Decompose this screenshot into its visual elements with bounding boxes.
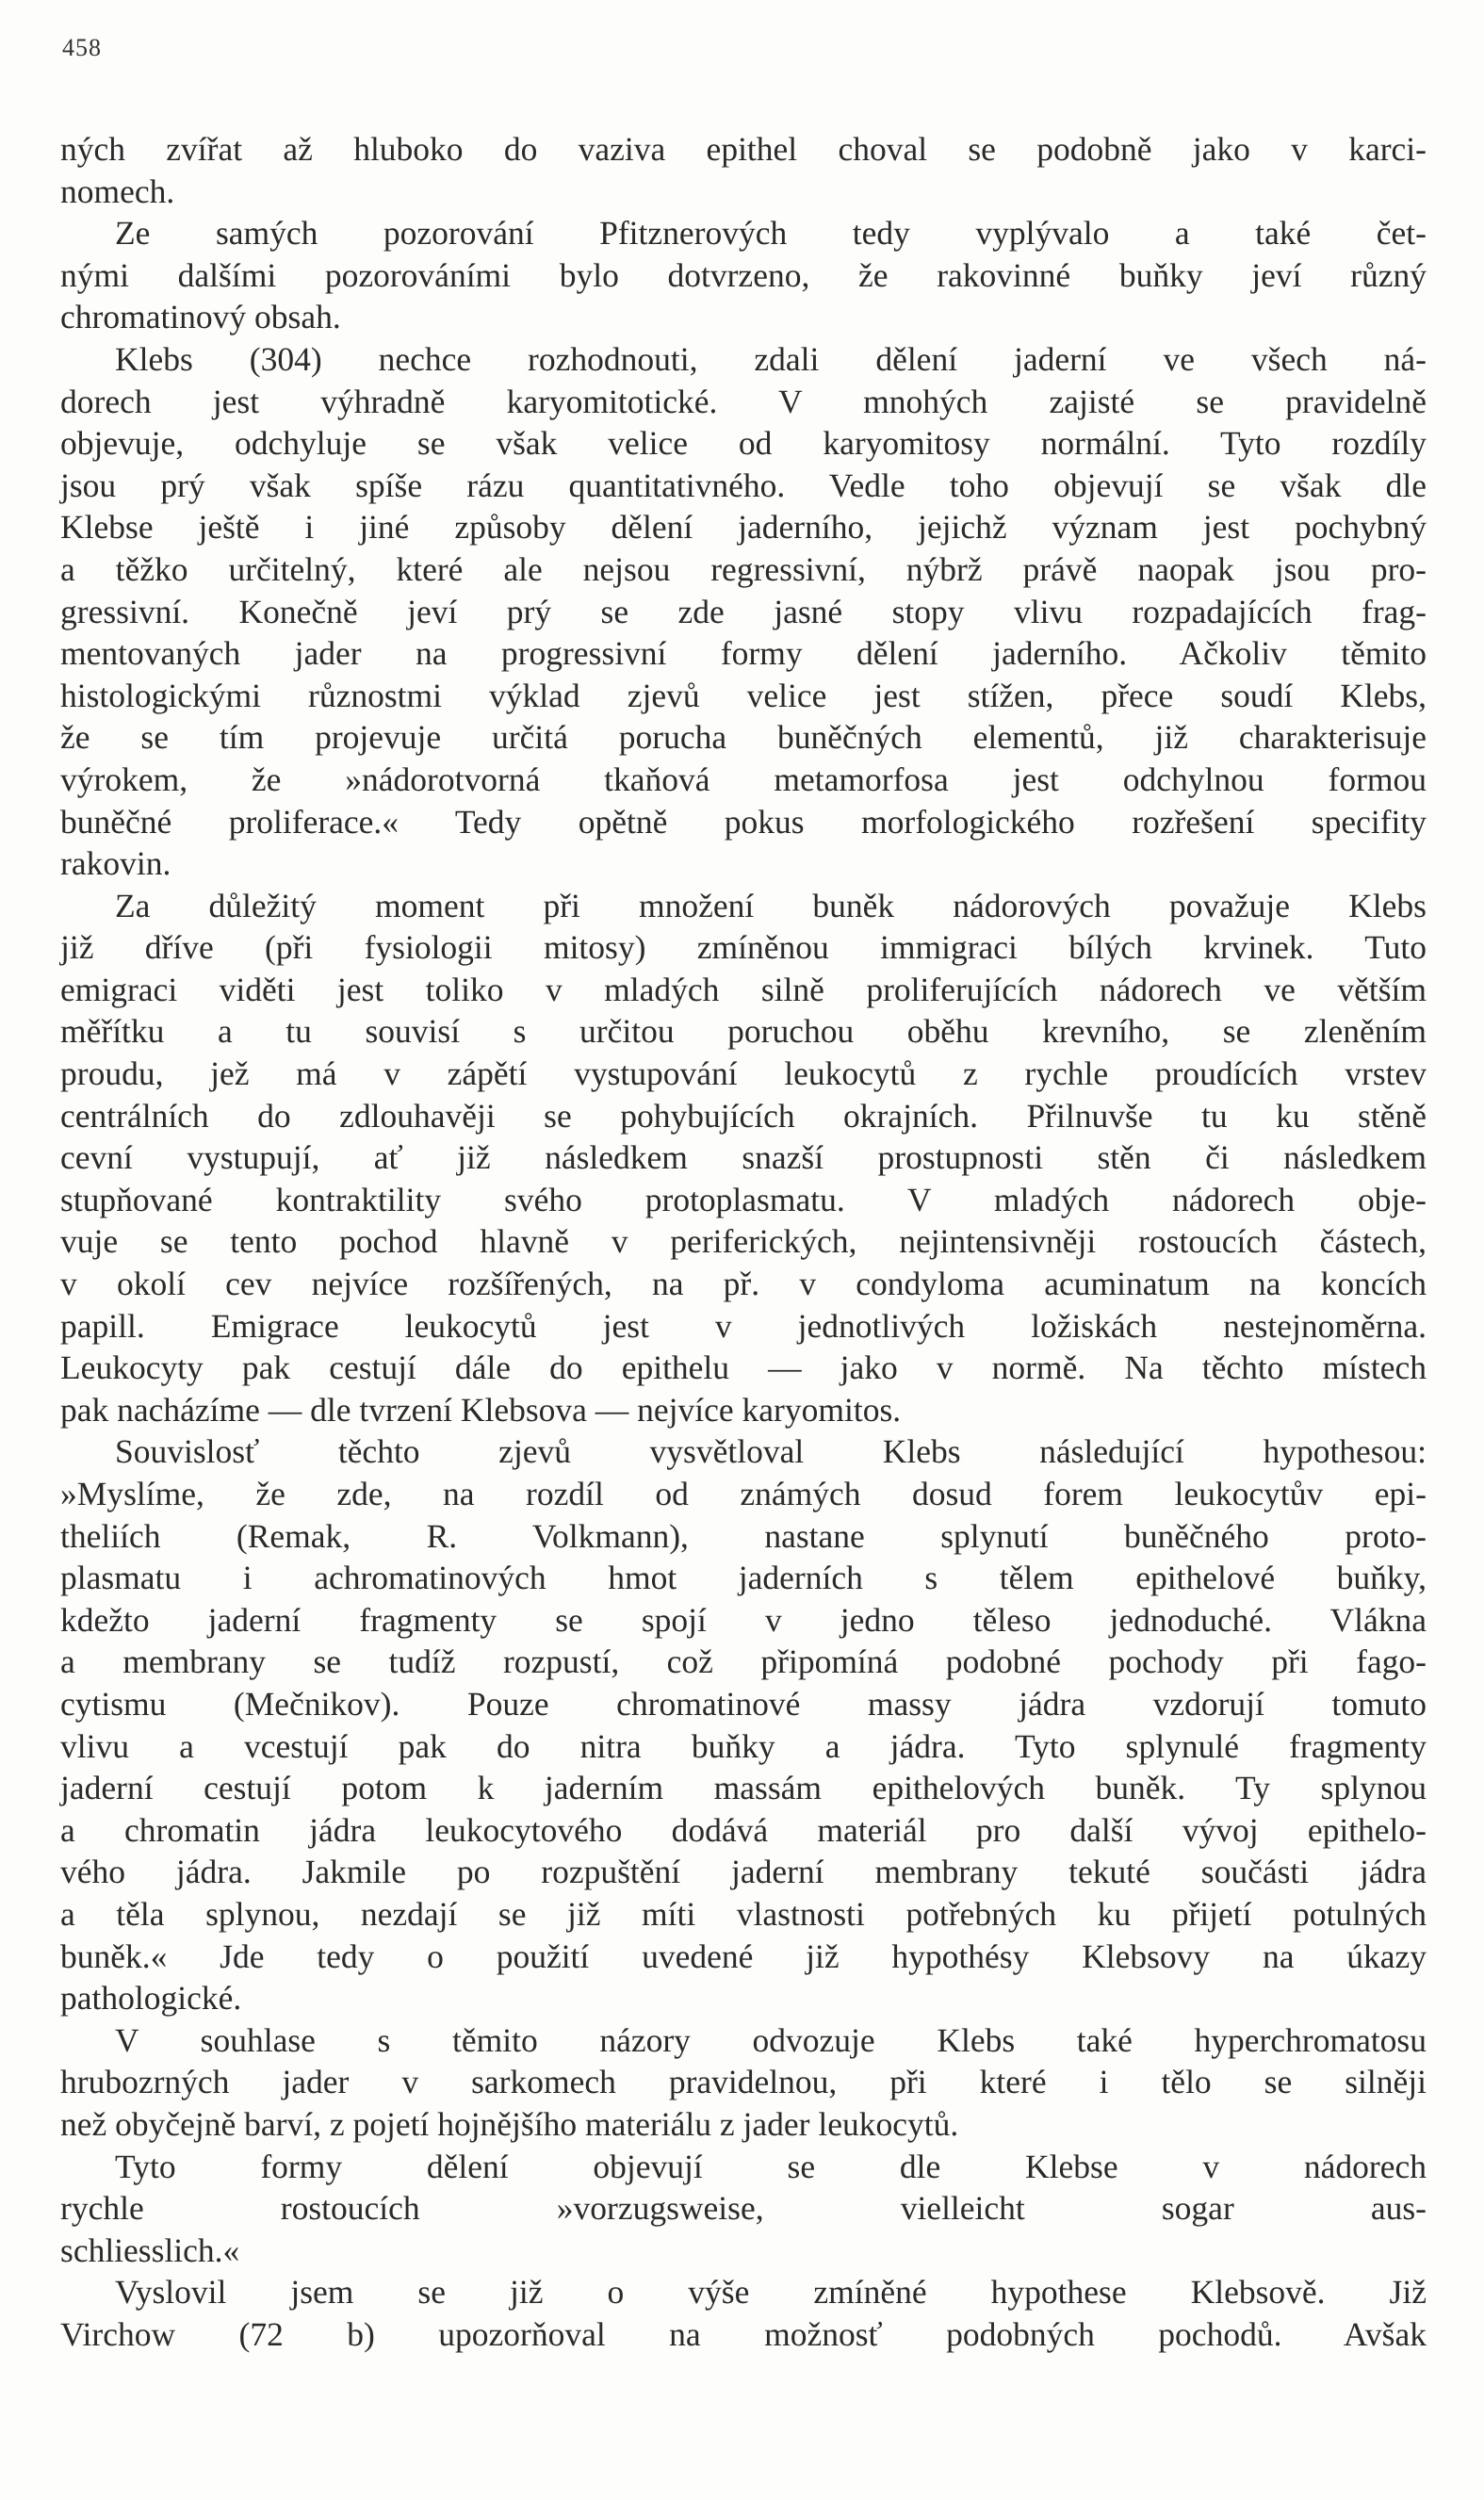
- text-line: nými dalšími pozorováními bylo dotvrzeno, že rakovinné buňky jeví různý: [60, 255, 1427, 294]
- text-line: v okolí cev nejvíce rozšířených, na př. v condyloma acuminatum na koncích: [60, 1265, 1427, 1303]
- text-line: Klebs (304) nechce rozhodnouti, zdali dělení jaderní ve všech ná-: [115, 339, 1427, 378]
- body-text: [60, 128, 1427, 2355]
- text-line: cevní vystupují, ať již následkem snazší prostupnosti stěn či následkem: [60, 1138, 1427, 1177]
- text-line: Klebse ještě i jiné způsoby dělení jaderního, jejichž význam jest pochybný: [60, 508, 1427, 547]
- text-line: Leukocyty pak cestují dále do epithelu — jako v normě. Na těchto místech: [60, 1348, 1427, 1387]
- text-line: Souvislosť těchto zjevů vysvětloval Klebs následující hypothesou:: [115, 1432, 1427, 1471]
- text-line: Za důležitý moment při množení buněk nádorových považuje Klebs: [115, 886, 1427, 924]
- text-line: objevuje, odchyluje se však velice od karyomitosy normální. Tyto rozdíly: [60, 424, 1427, 463]
- text-line: dorech jest výhradně karyomitotické. V mnohých zajisté se pravidelně: [60, 382, 1427, 420]
- text-line: nomech.: [60, 172, 175, 210]
- text-line: pak nacházíme — dle tvrzení Klebsova — nejvíce karyomitos.: [60, 1390, 902, 1429]
- text-line: histologickými různostmi výklad zjevů velice jest stížen, přece soudí Klebs,: [60, 676, 1427, 714]
- text-line: centrálních do zdlouhavěji se pohybujících okrajních. Přilnuvše tu ku stěně: [60, 1096, 1427, 1135]
- text-line: vuje se tento pochod hlavně v periferických, nejintensivněji rostoucích částech,: [60, 1222, 1427, 1261]
- text-line: hrubozrných jader v sarkomech pravidelnou, při které i tělo se silněji: [60, 2063, 1427, 2101]
- text-line: buněčné proliferace.« Tedy opětně pokus morfologického rozřešení specifity: [60, 802, 1427, 841]
- text-line: než obyčejně barví, z pojetí hojnějšího materiálu z jader leukocytů.: [60, 2104, 959, 2143]
- text-line: Ze samých pozorování Pfitznerových tedy vyplývalo a také čet-: [115, 214, 1427, 253]
- text-line: chromatinový obsah.: [60, 298, 341, 336]
- text-line: »Myslíme, že zde, na rozdíl od známých dosud forem leukocytův epi-: [60, 1475, 1427, 1512]
- text-line: a membrany se tudíž rozpustí, což připomíná podobné pochody při fago-: [60, 1642, 1427, 1681]
- text-line: emigraci viděti jest toliko v mladých silně proliferujících nádorech ve větším: [60, 970, 1427, 1008]
- page-number: 458: [62, 34, 102, 61]
- text-line: Vyslovil jsem se již o výše zmíněné hypothese Klebsově. Již: [115, 2273, 1427, 2312]
- text-line: jsou prý však spíše rázu quantitativného. Vedle toho objevují se však dle: [60, 466, 1427, 504]
- text-line: pathologické.: [60, 1979, 242, 2018]
- text-line: a těžko určitelný, které ale nejsou regressivní, nýbrž právě naopak jsou pro-: [60, 549, 1427, 588]
- text-line: rakovin.: [60, 844, 171, 883]
- text-line: buněk.« Jde tedy o použití uvedené již hypothésy Klebsovy na úkazy: [60, 1936, 1427, 1975]
- text-line: stupňované kontraktility svého protoplasmatu. V mladých nádorech obje-: [60, 1180, 1427, 1218]
- text-line: a těla splynou, nezdají se již míti vlastnosti potřebných ku přijetí potulných: [60, 1894, 1427, 1933]
- text-line: vlivu a vcestují pak do nitra buňky a jádra. Tyto splynulé fragmenty: [60, 1726, 1427, 1765]
- text-line: vého jádra. Jakmile po rozpuštění jaderní membrany tekuté součásti jádra: [60, 1853, 1427, 1891]
- text-line: Virchow (72 b) upozorňoval na možnosť podobných pochodů. Avšak: [60, 2314, 1427, 2353]
- text-line: a chromatin jádra leukocytového dodává materiál pro další vývoj epithelo-: [60, 1810, 1427, 1849]
- text-line: jaderní cestují potom k jaderním massám epithelových buněk. Ty splynou: [60, 1769, 1427, 1807]
- text-line: mentovaných jader na progressivní formy dělení jaderního. Ačkoliv těmito: [60, 634, 1427, 673]
- text-line: kdežto jaderní fragmenty se spojí v jedno těleso jednoduché. Vlákna: [60, 1600, 1427, 1639]
- text-line: papill. Emigrace leukocytů jest v jednotlivých ložiskách nestejnoměrna.: [60, 1306, 1427, 1345]
- text-line: theliích (Remak, R. Volkmann), nastane splynutí buněčného proto-: [60, 1516, 1427, 1555]
- text-line: rychle rostoucích »vorzugsweise, vielleicht sogar aus-: [60, 2189, 1427, 2228]
- text-line: že se tím projevuje určitá porucha buněčných elementů, již charakterisuje: [60, 718, 1427, 757]
- text-line: ných zvířat až hluboko do vaziva epithel choval se podobně jako v karci-: [60, 130, 1427, 168]
- text-line: výrokem, že »nádorotvorná tkaňová metamorfosa jest odchylnou formou: [60, 760, 1427, 798]
- text-line: gressivní. Konečně jeví prý se zde jasné stopy vlivu rozpadajících frag-: [60, 592, 1427, 630]
- text-line: Tyto formy dělení objevují se dle Klebse v nádorech: [115, 2147, 1427, 2185]
- text-line: cytismu (Mečnikov). Pouze chromatinové massy jádra vzdorují tomuto: [60, 1684, 1427, 1723]
- text-line: již dříve (při fysiologii mitosy) zmíněnou immigraci bílých krvinek. Tuto: [60, 928, 1427, 967]
- text-line: schliesslich.«: [60, 2230, 240, 2269]
- text-line: proudu, jež má v zápětí vystupování leukocytů z rychle proudících vrstev: [60, 1054, 1427, 1093]
- text-line: plasmatu i achromatinových hmot jaderních s tělem epithelové buňky,: [60, 1559, 1427, 1597]
- text-line: V souhlase s těmito názory odvozuje Klebs také hyperchromatosu: [115, 2020, 1427, 2059]
- text-line: měřítku a tu souvisí s určitou poruchou oběhu krevního, se zleněním: [60, 1012, 1427, 1051]
